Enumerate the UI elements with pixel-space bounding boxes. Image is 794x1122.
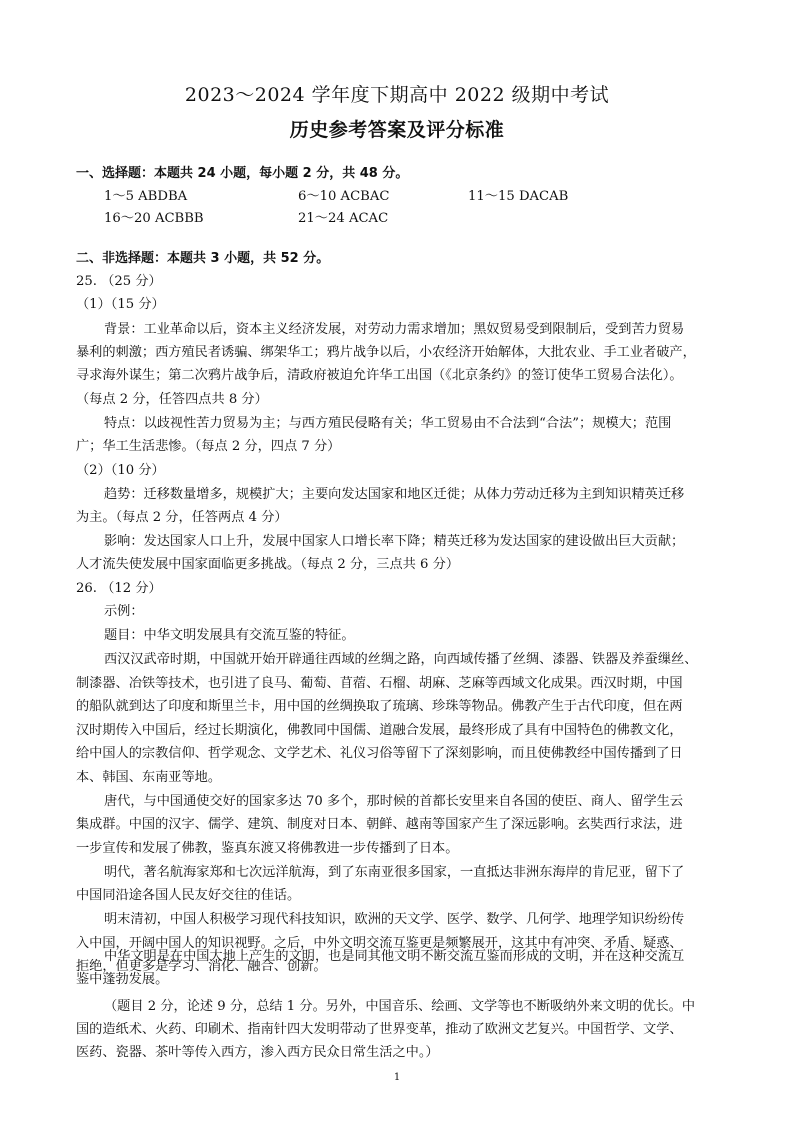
text-line: 一步宣传和发展了佛教，鉴真东渡又将佛教进一步传播到了日本。 — [76, 841, 459, 856]
text-line: 的船队就到达了印度和斯里兰卡，用中国的丝绸换取了琉璃、珍珠等物品。佛教产生于古代印度，但在两 — [76, 699, 683, 714]
text-line: 特点：以歧视性苦力贸易为主；与西方殖民侵略有关；华工贸易由不合法到“合法”；规模大；范围 — [104, 416, 672, 431]
text-line: 明代，著名航海家郑和七次远洋航海，到了东南亚很多国家，一直抵达非洲东海岸的肯尼亚，留下了 — [104, 865, 685, 880]
text-line: 集成群。中国的汉字、儒学、建筑、制度对日本、朝鲜、越南等国家产生了深远影响。玄奘西行求法，进 — [76, 817, 683, 832]
text-line: 医药、瓷器、茶叶等传入西方，渗入西方民众日常生活之中。） — [76, 1045, 439, 1060]
answer-group: 1～5 ABDBA — [104, 189, 188, 204]
text-line: 人才流失使发展中国家面临更多挑战。（每点 2 分，三点共 6 分） — [76, 557, 460, 572]
page-number: 1 — [393, 1072, 401, 1083]
text-line: 汉时期传入中国后，经过长期演化，佛教同中国儒、道融合发展，最终形成了具有中国特色的佛教文化， — [76, 723, 683, 738]
section-choice-heading: 一、选择题：本题共 24 小题，每小题 2 分，共 48 分。 — [76, 166, 409, 181]
text-line: 给中国人的宗教信仰、哲学观念、文学艺术、礼仪习俗等留下了深刻影响，而且使佛教经中国传播到了日 — [76, 746, 683, 761]
text-line: 为主。（每点 2 分，任答两点 4 分） — [76, 510, 288, 525]
text-line: 制漆器、冶铁等技术，也引进了良马、葡萄、苜蓿、石榴、胡麻、芝麻等西域文化成果。西汉时期，中国 — [76, 676, 683, 691]
text-line: 国的造纸术、火药、印刷术、指南针四大发明带动了世界变革，推动了欧洲文艺复兴。中国哲学、文学、 — [76, 1022, 683, 1037]
text-line: 寻求海外谋生；第二次鸦片战争后，清政府被迫允许华工出国（《北京条约》的签订使华工贸易合法化）。 — [76, 368, 683, 383]
text-line: （题目 2 分，论述 9 分，总结 1 分。另外，中国音乐、绘画、文学等也不断吸纳外来文明的优长。中 — [104, 999, 696, 1014]
text-line: 题目：中华文明发展具有交流互鉴的特征。 — [104, 628, 355, 643]
text-line: 广；华工生活悲惨。（每点 2 分，四点 7 分） — [76, 439, 341, 454]
text-line: 唐代，与中国通使交好的国家多达 70 多个，那时候的首都长安里来自各国的使臣、商人、留学生云 — [104, 794, 684, 809]
answer-group: 21～24 ACAC — [298, 211, 389, 226]
text-line: 西汉汉武帝时期，中国就开始开辟通往西域的丝绸之路，向西域传播了丝绸、漆器、铁器及养蚕缫丝、 — [104, 652, 698, 667]
text-line: （每点 2 分，任答四点共 8 分） — [76, 392, 268, 407]
text-line: （1）（15 分） — [76, 297, 165, 312]
text-line: 26. （12 分） — [76, 581, 162, 596]
text-line: （2）（10 分） — [76, 463, 165, 478]
answer-group: 11～15 DACAB — [468, 189, 569, 204]
text-line: 鉴中蓬勃发展。 — [76, 972, 169, 987]
text-line: 暴利的刺激；西方殖民者诱骗、绑架华工；鸦片战争以后，小农经济开始解体，大批农业、手工业者破产， — [76, 345, 696, 360]
text-line: 入中国，开阔中国人的知识视野。之后，中外文明交流互鉴更是频繁展开，这其中有冲突、矛盾、疑惑、 — [76, 936, 683, 951]
text-line: 背景：工业革命以后，资本主义经济发展，对劳动力需求增加；黑奴贸易受到限制后，受到苦力贸易 — [104, 322, 685, 337]
page-title: 2023～2024 学年度下期高中 2022 级期中考试 — [184, 84, 610, 106]
text-line: 本、韩国、东南亚等地。 — [76, 770, 222, 785]
text-line: 示例： — [104, 604, 144, 619]
text-line: 25. （25 分） — [76, 274, 162, 289]
text-line: 明末清初，中国人积极学习现代科技知识，欧洲的天文学、医学、数学、几何学、地理学知识纷纷传 — [104, 912, 685, 927]
text-line: 趋势：迁移数量增多，规模扩大；主要向发达国家和地区迁徙；从体力劳动迁移为主到知识精英迁移 — [104, 487, 685, 502]
section-nonchoice-heading: 二、非选择题：本题共 3 小题，共 52 分。 — [76, 251, 330, 266]
answer-group: 6～10 ACBAC — [298, 189, 390, 204]
answer-group: 16～20 ACBBB — [104, 211, 204, 226]
page-subtitle: 历史参考答案及评分标准 — [289, 119, 505, 141]
text-line: 中华文明是在中国大地上产生的文明，也是同其他文明不断交流互鉴而形成的文明，并在这种交流互 — [104, 949, 685, 964]
text-line: 影响：发达国家人口上升，发展中国家人口增长率下降；精英迁移为发达国家的建设做出巨大贡献； — [104, 534, 685, 549]
text-line: 拒绝，但更多是学习、消化、融合、创新。 — [76, 959, 327, 974]
text-line: 中国同沿途各国人民友好交往的佳话。 — [76, 888, 301, 903]
